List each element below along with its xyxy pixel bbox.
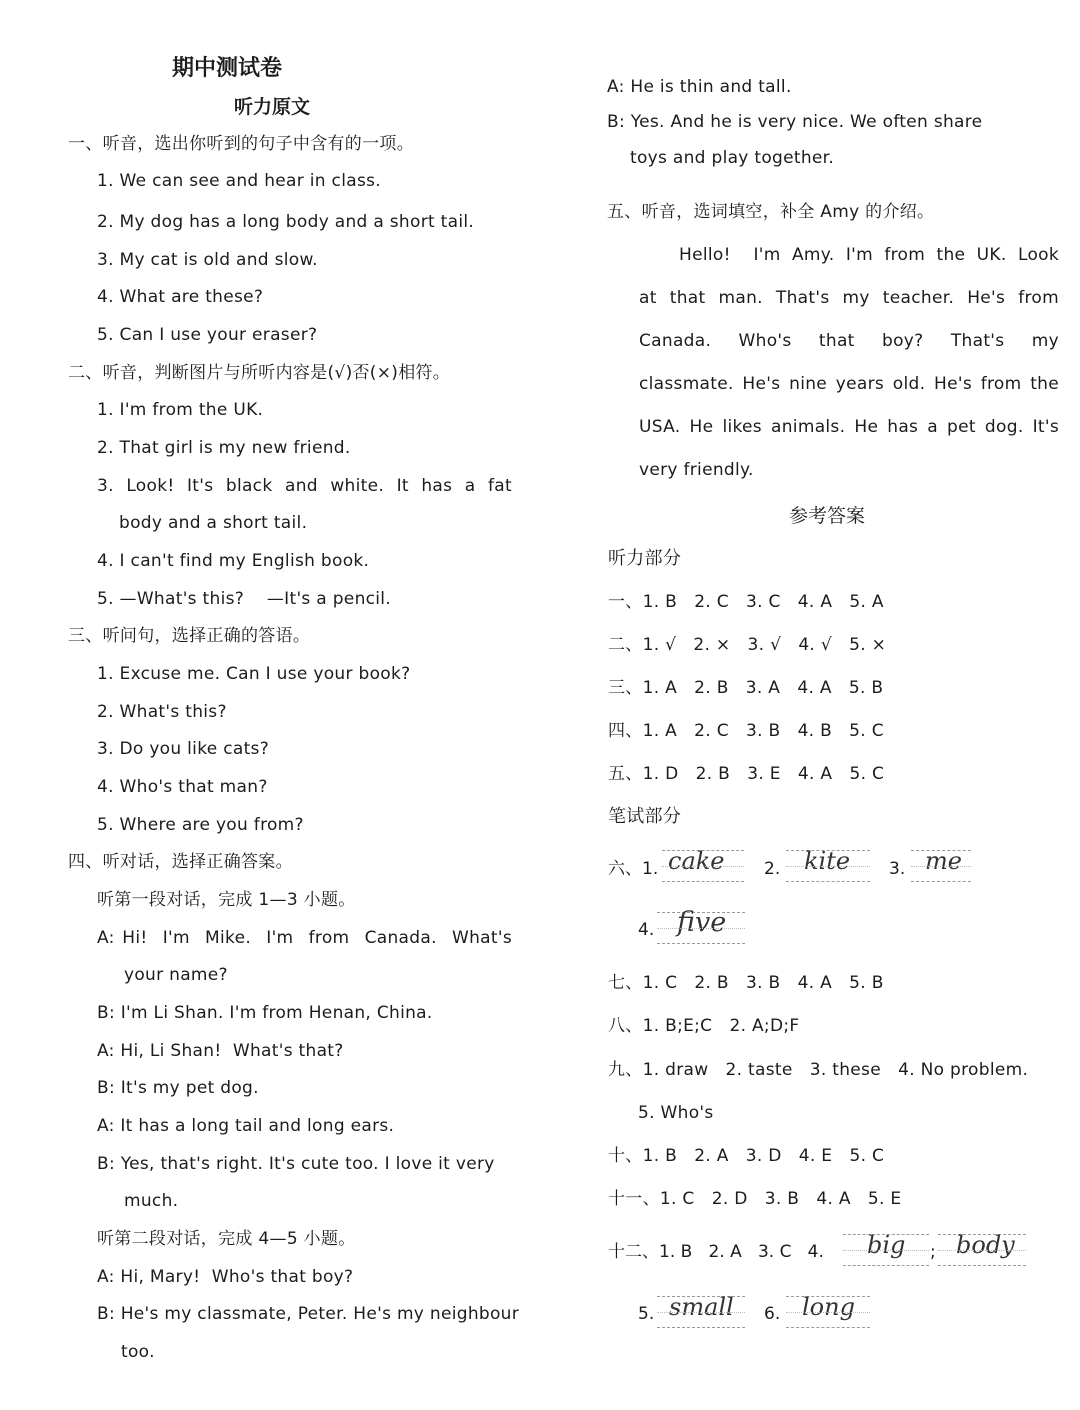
answer-line: 十一、1. C 2. D 3. B 4. A 5. E: [608, 1189, 902, 1209]
section-1-item: 1. We can see and hear in class.: [97, 171, 381, 191]
answer-line: 八、1. B;E;C 2. A;D;F: [608, 1016, 800, 1036]
q12-answer-4a: big: [867, 1231, 906, 1259]
listening-script-title: 听力原文: [234, 96, 311, 118]
q6-answer-1-box: [662, 847, 744, 882]
listening-part-title: 听力部分: [608, 548, 682, 569]
section-2-item: 1. I'm from the UK.: [97, 400, 264, 420]
passage-line: at that man. That's my teacher. He's from: [639, 288, 1059, 308]
q6-number-3: 3.: [889, 859, 906, 879]
passage-line: Hello! I'm Amy. I'm from the UK. Look: [679, 245, 1059, 265]
dialogue-line: B: I'm Li Shan. I'm from Henan, China.: [97, 1003, 433, 1023]
q6-answer-1: cake: [668, 847, 725, 875]
answer-line: 五、1. D 2. B 3. E 4. A 5. C: [608, 764, 885, 784]
section-3-item: 3. Do you like cats?: [97, 739, 270, 759]
writing-part-title: 笔试部分: [608, 806, 682, 827]
section-3-item: 4. Who's that man?: [97, 777, 268, 797]
q6-label: 六、1.: [608, 859, 659, 879]
section-1-item: 2. My dog has a long body and a short tail.: [97, 212, 475, 232]
dialogue-line: much.: [124, 1191, 179, 1211]
dialogue-line: too.: [121, 1342, 155, 1362]
q12-answer-5: small: [669, 1293, 734, 1321]
q6-answer-4: five: [677, 907, 727, 938]
q6-answer-4-box: [657, 907, 745, 944]
q12-answer-4b: body: [956, 1231, 1015, 1259]
section-4-heading: 四、听对话，选择正确答案。: [68, 852, 293, 872]
section-2-item: 2. That girl is my new friend.: [97, 438, 351, 458]
q12-answer-6: long: [802, 1293, 855, 1321]
dialogue-line: B: Yes, that's right. It's cute too. I love it very: [97, 1154, 495, 1174]
section-1-item: 5. Can I use your eraser?: [97, 325, 318, 345]
answer-line: 四、1. A 2. C 3. B 4. B 5. C: [608, 721, 884, 741]
q6-answer-3-box: [911, 847, 971, 882]
q12-label: 十二、1. B 2. A 3. C 4.: [608, 1242, 824, 1262]
page-title: 期中测试卷: [172, 56, 283, 81]
q6-answer-2-box: [786, 847, 870, 882]
section-2-item: body and a short tail.: [119, 513, 308, 533]
passage-line: Canada. Who's that boy? That's my: [639, 331, 1059, 351]
q12-answer-5-box: [657, 1293, 745, 1328]
section-3-item: 5. Where are you from?: [97, 815, 304, 835]
passage-line: USA. He likes animals. He has a pet dog. It's: [639, 417, 1059, 437]
dialogue-line: A: Hi! I'm Mike. I'm from Canada. What's: [97, 928, 512, 948]
dialogue-line: A: Hi, Mary! Who's that boy?: [97, 1267, 354, 1287]
answer-line: 一、1. B 2. C 3. C 4. A 5. A: [608, 592, 884, 612]
section-1-item: 3. My cat is old and slow.: [97, 250, 318, 270]
dialogue-2-instruction: 听第二段对话，完成 4—5 小题。: [97, 1229, 356, 1249]
section-3-item: 2. What's this?: [97, 702, 227, 722]
section-3-heading: 三、听问句，选择正确的答语。: [68, 626, 311, 646]
q12-number-5: 5.: [638, 1304, 655, 1324]
dialogue-line: A: It has a long tail and long ears.: [97, 1116, 395, 1136]
answer-line: 二、1. √ 2. × 3. √ 4. √ 5. ×: [608, 635, 887, 655]
dialogue-line: A: Hi, Li Shan! What's that?: [97, 1041, 344, 1061]
section-2-item: 4. I can't find my English book.: [97, 551, 370, 571]
section-1-heading: 一、听音，选出你听到的句子中含有的一项。: [68, 134, 414, 154]
dialogue-line: A: He is thin and tall.: [607, 77, 792, 97]
answer-line: 三、1. A 2. B 3. A 4. A 5. B: [608, 678, 884, 698]
section-5-heading: 五、听音，选词填空，补全 Amy 的介绍。: [607, 202, 935, 222]
section-2-item: 3. Look! It's black and white. It has a fat: [97, 476, 512, 496]
q12-answer-4b-box: [938, 1231, 1026, 1266]
dialogue-line: toys and play together.: [630, 148, 835, 168]
answer-key-title: 参考答案: [789, 505, 866, 527]
q12-number-6: 6.: [764, 1304, 781, 1324]
answer-line: 九、1. draw 2. taste 3. these 4. No problem.: [608, 1060, 1029, 1080]
section-2-heading: 二、听音，判断图片与所听内容是(√)否(×)相符。: [68, 363, 451, 383]
dialogue-line: your name?: [124, 965, 228, 985]
section-3-item: 1. Excuse me. Can I use your book?: [97, 664, 411, 684]
q12-answer-6-box: [786, 1293, 870, 1328]
q6-number-2: 2.: [764, 859, 781, 879]
q6-answer-2: kite: [804, 847, 851, 875]
dialogue-1-instruction: 听第一段对话，完成 1—3 小题。: [97, 890, 356, 910]
answer-line: 七、1. C 2. B 3. B 4. A 5. B: [608, 973, 884, 993]
answer-line: 5. Who's: [638, 1103, 714, 1123]
passage-line: classmate. He's nine years old. He's from the: [639, 374, 1059, 394]
q6-answer-3: me: [925, 847, 962, 875]
dialogue-line: B: He's my classmate, Peter. He's my neighbour: [97, 1304, 520, 1324]
dialogue-line: B: Yes. And he is very nice. We often share: [607, 112, 983, 132]
section-2-item: 5. —What's this? —It's a pencil.: [97, 589, 392, 609]
dialogue-line: B: It's my pet dog.: [97, 1078, 259, 1098]
section-1-item: 4. What are these?: [97, 287, 264, 307]
q6-number-4: 4.: [638, 920, 655, 940]
answer-line: 十、1. B 2. A 3. D 4. E 5. C: [608, 1146, 885, 1166]
passage-line: very friendly.: [639, 460, 754, 480]
q12-answer-4a-box: [843, 1231, 929, 1266]
q12-separator: ;: [930, 1242, 936, 1262]
